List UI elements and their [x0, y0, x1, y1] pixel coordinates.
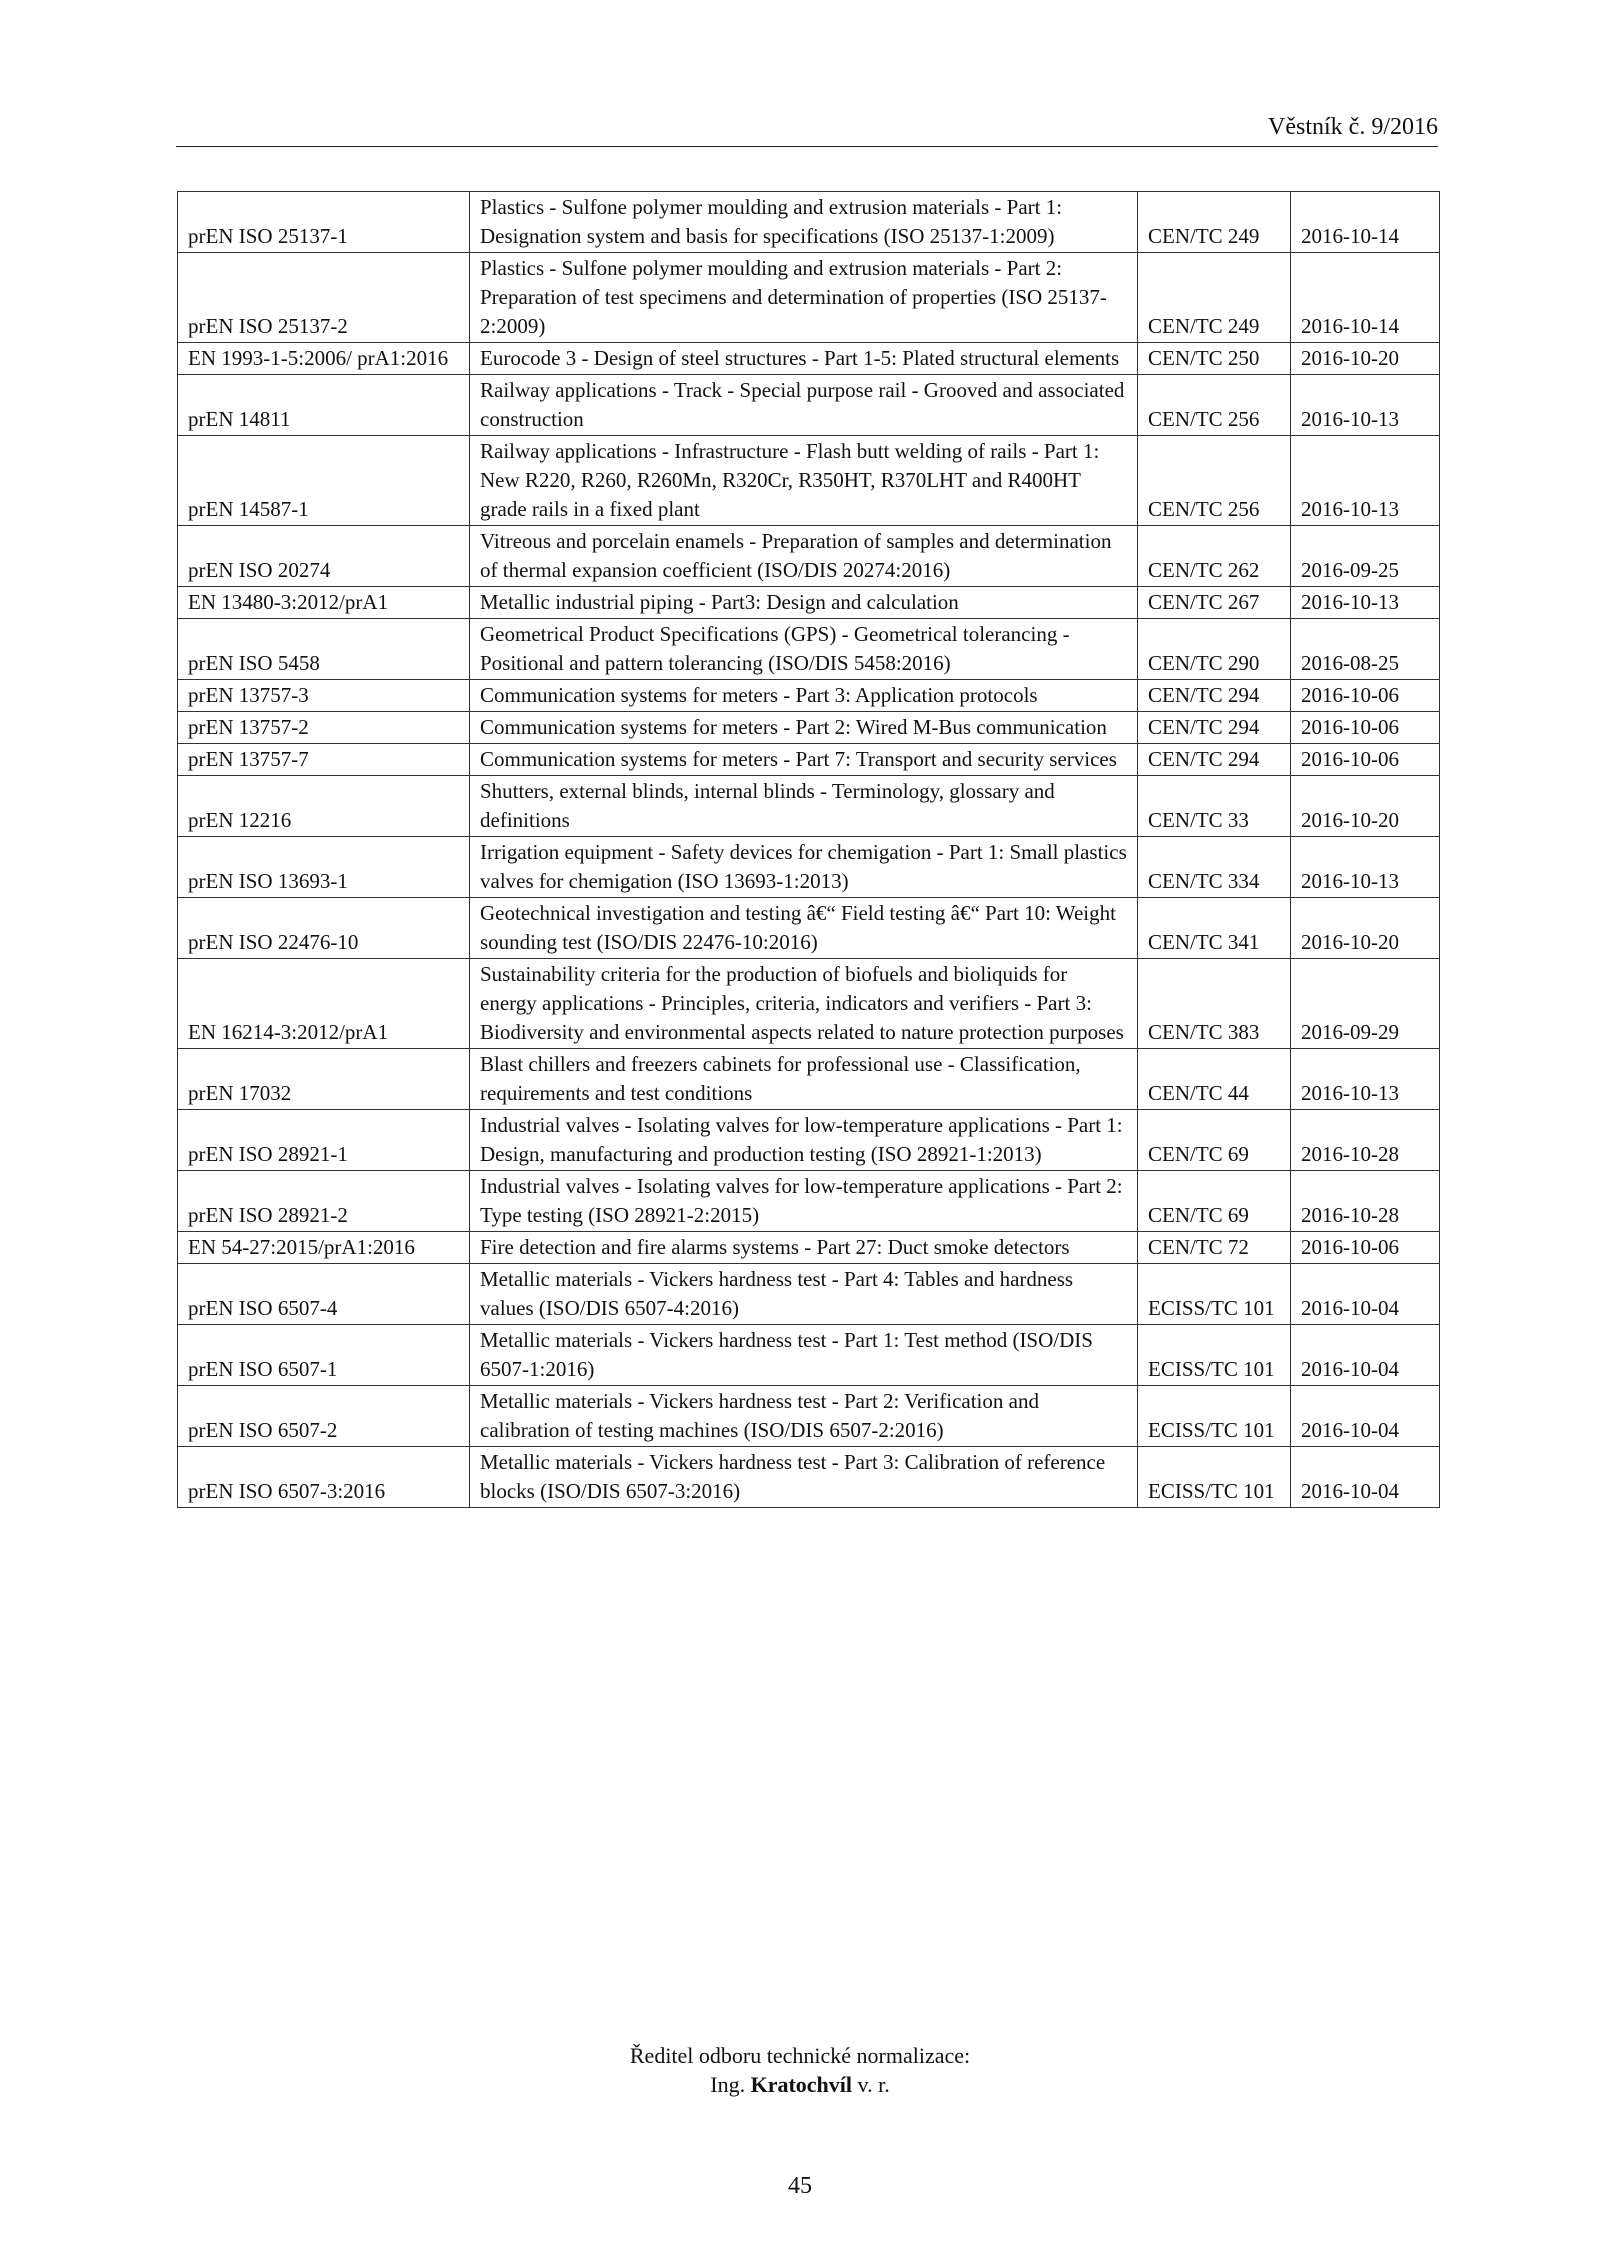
- committee-cell: CEN/TC 249: [1138, 192, 1291, 253]
- committee-cell: ECISS/TC 101: [1138, 1325, 1291, 1386]
- deadline-date-cell: 2016-10-14: [1291, 192, 1440, 253]
- table-row: [178, 1049, 1440, 1110]
- standard-title-cell: Geometrical Product Specifications (GPS) - Geometrical tolerancing - Positional and pattern tolerancing (ISO/DIS 5458:2016): [470, 619, 1138, 680]
- committee-cell: CEN/TC 249: [1138, 253, 1291, 343]
- table-row: [178, 1386, 1440, 1447]
- committee-cell: CEN/TC 334: [1138, 837, 1291, 898]
- table-row: [178, 436, 1440, 526]
- table-row: [178, 192, 1440, 253]
- deadline-date-cell: 2016-10-28: [1291, 1171, 1440, 1232]
- deadline-date-cell: 2016-10-13: [1291, 436, 1440, 526]
- table-row: [178, 837, 1440, 898]
- committee-cell: CEN/TC 267: [1138, 587, 1291, 619]
- deadline-date-cell: 2016-10-06: [1291, 680, 1440, 712]
- table-row: [178, 375, 1440, 436]
- journal-title: Věstník č. 9/2016: [1268, 114, 1438, 140]
- standard-title-cell: Irrigation equipment - Safety devices for chemigation - Part 1: Small plastics valves for chemigation (ISO 13693-1:2013): [470, 837, 1138, 898]
- standard-title-cell: Railway applications - Track - Special purpose rail - Grooved and associated construction: [470, 375, 1138, 436]
- standard-code-cell: prEN 17032: [178, 1049, 470, 1110]
- deadline-date-cell: 2016-10-13: [1291, 837, 1440, 898]
- committee-cell: CEN/TC 290: [1138, 619, 1291, 680]
- standard-code-cell: prEN ISO 5458: [178, 619, 470, 680]
- standard-title-cell: Plastics - Sulfone polymer moulding and extrusion materials - Part 2: Preparation of test specimens and determination of properties (ISO 25137-2:2009): [470, 253, 1138, 343]
- table-row: [178, 587, 1440, 619]
- deadline-date-cell: 2016-10-13: [1291, 375, 1440, 436]
- table-row: [178, 1325, 1440, 1386]
- deadline-date-cell: 2016-10-04: [1291, 1386, 1440, 1447]
- standard-title-cell: Fire detection and fire alarms systems - Part 27: Duct smoke detectors: [470, 1232, 1138, 1264]
- committee-cell: CEN/TC 44: [1138, 1049, 1291, 1110]
- standard-code-cell: prEN ISO 6507-4: [178, 1264, 470, 1325]
- standard-code-cell: prEN ISO 6507-2: [178, 1386, 470, 1447]
- committee-cell: CEN/TC 294: [1138, 680, 1291, 712]
- standard-code-cell: EN 16214-3:2012/prA1: [178, 959, 470, 1049]
- committee-cell: ECISS/TC 101: [1138, 1386, 1291, 1447]
- standard-code-cell: prEN 12216: [178, 776, 470, 837]
- standard-code-cell: prEN 14587-1: [178, 436, 470, 526]
- committee-cell: CEN/TC 341: [1138, 898, 1291, 959]
- standard-code-cell: EN 13480-3:2012/prA1: [178, 587, 470, 619]
- standard-code-cell: prEN ISO 22476-10: [178, 898, 470, 959]
- table-row: [178, 898, 1440, 959]
- committee-cell: CEN/TC 294: [1138, 712, 1291, 744]
- deadline-date-cell: 2016-10-28: [1291, 1110, 1440, 1171]
- standard-title-cell: Communication systems for meters - Part 7: Transport and security services: [470, 744, 1138, 776]
- table-row: [178, 680, 1440, 712]
- standard-title-cell: Metallic materials - Vickers hardness test - Part 4: Tables and hardness values (ISO/DIS 6507-4:2016): [470, 1264, 1138, 1325]
- table-row: [178, 1171, 1440, 1232]
- committee-cell: CEN/TC 256: [1138, 436, 1291, 526]
- standard-title-cell: Metallic materials - Vickers hardness test - Part 3: Calibration of reference blocks (ISO/DIS 6507-3:2016): [470, 1447, 1138, 1508]
- standards-table-body: [178, 192, 1440, 1508]
- standard-title-cell: Sustainability criteria for the production of biofuels and bioliquids for energy applications - Principles, criteria, indicators and verifiers - Part 3: Biodiversity and environmental aspects related to nature protection purposes: [470, 959, 1138, 1049]
- committee-cell: CEN/TC 250: [1138, 343, 1291, 375]
- standard-title-cell: Eurocode 3 - Design of steel structures - Part 1-5: Plated structural elements: [470, 343, 1138, 375]
- table-row: [178, 1232, 1440, 1264]
- committee-cell: CEN/TC 69: [1138, 1171, 1291, 1232]
- table-row: [178, 253, 1440, 343]
- standard-title-cell: Industrial valves - Isolating valves for low-temperature applications - Part 2: Type testing (ISO 28921-2:2015): [470, 1171, 1138, 1232]
- standard-code-cell: prEN ISO 6507-1: [178, 1325, 470, 1386]
- standard-code-cell: prEN ISO 6507-3:2016: [178, 1447, 470, 1508]
- standard-title-cell: Metallic materials - Vickers hardness test - Part 1: Test method (ISO/DIS 6507-1:2016): [470, 1325, 1138, 1386]
- deadline-date-cell: 2016-10-20: [1291, 343, 1440, 375]
- standard-code-cell: prEN 13757-3: [178, 680, 470, 712]
- table-row: [178, 343, 1440, 375]
- deadline-date-cell: 2016-10-06: [1291, 1232, 1440, 1264]
- signature-name: Kratochvíl: [750, 2072, 853, 2097]
- table-row: [178, 1447, 1440, 1508]
- committee-cell: ECISS/TC 101: [1138, 1264, 1291, 1325]
- standard-code-cell: EN 54-27:2015/prA1:2016: [178, 1232, 470, 1264]
- deadline-date-cell: 2016-10-20: [1291, 898, 1440, 959]
- page-header: [176, 112, 1438, 147]
- standard-title-cell: Communication systems for meters - Part 3: Application protocols: [470, 680, 1138, 712]
- deadline-date-cell: 2016-10-06: [1291, 744, 1440, 776]
- committee-cell: ECISS/TC 101: [1138, 1447, 1291, 1508]
- deadline-date-cell: 2016-10-14: [1291, 253, 1440, 343]
- standard-title-cell: Communication systems for meters - Part 2: Wired M-Bus communication: [470, 712, 1138, 744]
- deadline-date-cell: 2016-09-25: [1291, 526, 1440, 587]
- page-number: 45: [788, 2173, 812, 2199]
- table-row: [178, 1110, 1440, 1171]
- table-row: [178, 619, 1440, 680]
- standard-title-cell: Blast chillers and freezers cabinets for professional use - Classification, requirements and test conditions: [470, 1049, 1138, 1110]
- signature-prefix: Ing.: [710, 2072, 746, 2097]
- standard-code-cell: prEN 13757-2: [178, 712, 470, 744]
- standard-code-cell: EN 1993-1-5:2006/ prA1:2016: [178, 343, 470, 375]
- standard-title-cell: Plastics - Sulfone polymer moulding and extrusion materials - Part 1: Designation system and basis for specifications (ISO 25137-1:2009): [470, 192, 1138, 253]
- standard-code-cell: prEN ISO 25137-2: [178, 253, 470, 343]
- committee-cell: CEN/TC 69: [1138, 1110, 1291, 1171]
- committee-cell: CEN/TC 72: [1138, 1232, 1291, 1264]
- standard-title-cell: Shutters, external blinds, internal blinds - Terminology, glossary and definitions: [470, 776, 1138, 837]
- deadline-date-cell: 2016-09-29: [1291, 959, 1440, 1049]
- table-row: [178, 526, 1440, 587]
- standard-title-cell: Railway applications - Infrastructure - Flash butt welding of rails - Part 1: New R220, R260, R260Mn, R320Cr, R350HT, R370LHT and R400HT grade rails in a fixed plant: [470, 436, 1138, 526]
- standard-title-cell: Metallic materials - Vickers hardness test - Part 2: Verification and calibration of testing machines (ISO/DIS 6507-2:2016): [470, 1386, 1138, 1447]
- standard-code-cell: prEN ISO 13693-1: [178, 837, 470, 898]
- committee-cell: CEN/TC 294: [1138, 744, 1291, 776]
- deadline-date-cell: 2016-08-25: [1291, 619, 1440, 680]
- table-row: [178, 1264, 1440, 1325]
- standard-title-cell: Geotechnical investigation and testing â€“ Field testing â€“ Part 10: Weight sounding test (ISO/DIS 22476-10:2016): [470, 898, 1138, 959]
- deadline-date-cell: 2016-10-06: [1291, 712, 1440, 744]
- table-row: [178, 712, 1440, 744]
- standard-code-cell: prEN ISO 28921-1: [178, 1110, 470, 1171]
- standard-code-cell: prEN 14811: [178, 375, 470, 436]
- standard-code-cell: prEN ISO 28921-2: [178, 1171, 470, 1232]
- deadline-date-cell: 2016-10-13: [1291, 1049, 1440, 1110]
- deadline-date-cell: 2016-10-20: [1291, 776, 1440, 837]
- standards-table: [177, 191, 1440, 1508]
- signature-suffix: v. r.: [857, 2072, 890, 2097]
- committee-cell: CEN/TC 33: [1138, 776, 1291, 837]
- standard-code-cell: prEN ISO 25137-1: [178, 192, 470, 253]
- table-row: [178, 776, 1440, 837]
- standard-title-cell: Metallic industrial piping - Part3: Design and calculation: [470, 587, 1138, 619]
- standard-code-cell: prEN 13757-7: [178, 744, 470, 776]
- signature-line: [0, 2070, 1600, 2099]
- committee-cell: CEN/TC 383: [1138, 959, 1291, 1049]
- standard-title-cell: Vitreous and porcelain enamels - Preparation of samples and determination of thermal expansion coefficient (ISO/DIS 20274:2016): [470, 526, 1138, 587]
- committee-cell: CEN/TC 262: [1138, 526, 1291, 587]
- table-row: [178, 744, 1440, 776]
- table-row: [178, 959, 1440, 1049]
- standard-title-cell: Industrial valves - Isolating valves for low-temperature applications - Part 1: Design, manufacturing and production testing (ISO 28921-1:2013): [470, 1110, 1138, 1171]
- deadline-date-cell: 2016-10-13: [1291, 587, 1440, 619]
- standard-code-cell: prEN ISO 20274: [178, 526, 470, 587]
- committee-cell: CEN/TC 256: [1138, 375, 1291, 436]
- signature-role: Ředitel odboru technické normalizace:: [629, 2043, 971, 2068]
- deadline-date-cell: 2016-10-04: [1291, 1264, 1440, 1325]
- deadline-date-cell: 2016-10-04: [1291, 1447, 1440, 1508]
- deadline-date-cell: 2016-10-04: [1291, 1325, 1440, 1386]
